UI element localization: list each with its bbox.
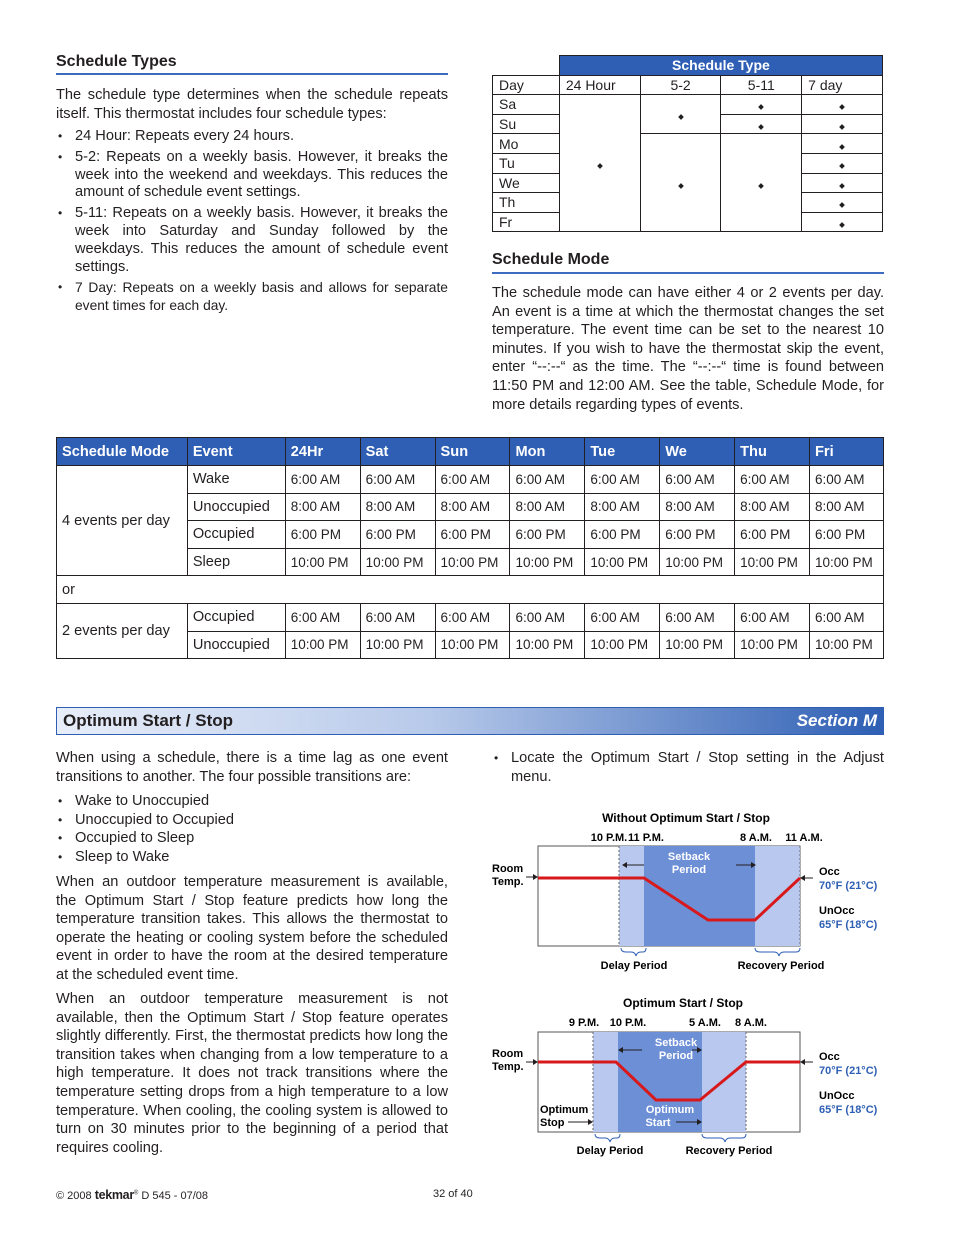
schedule-mode-table: [56, 437, 884, 659]
time-cell: 10:00 PM: [735, 631, 810, 659]
diagram-title: Without Optimum Start / Stop: [602, 811, 770, 825]
table-header: Thu: [735, 438, 810, 466]
time-cell: 6:00 PM: [435, 521, 510, 549]
optimum-start-label: Optimum: [645, 1104, 695, 1116]
event-cell: Unoccupied: [187, 493, 285, 521]
locate-list: [492, 749, 884, 789]
table-header: Sun: [435, 438, 510, 466]
table-header: 24 Hour: [559, 75, 640, 95]
time-cell: 8:00 AM: [585, 493, 660, 521]
time-cell: 6:00 AM: [660, 603, 735, 631]
recovery-brace: [702, 1134, 746, 1142]
optimum-stop-label: Stop: [540, 1117, 565, 1129]
time-cell: 10:00 PM: [735, 548, 810, 576]
time-cell: 10:00 PM: [435, 631, 510, 659]
table-header: 5-11: [721, 75, 802, 95]
diamond-bullet-icon: [839, 163, 845, 169]
time-label: 8 A.M.: [735, 1017, 767, 1029]
diamond-bullet-icon: [597, 163, 603, 169]
diamond-bullet-icon: [678, 183, 684, 189]
time-cell: 8:00 AM: [660, 493, 735, 521]
time-cell: 6:00 AM: [810, 466, 884, 494]
time-cell: 8:00 AM: [360, 493, 435, 521]
time-cell: 6:00 AM: [585, 466, 660, 494]
time-cell: 6:00 PM: [360, 521, 435, 549]
transitions-list: [56, 792, 448, 866]
list-item: • Unoccupied to Occupied: [56, 811, 448, 830]
recovery-label: Recovery Period: [737, 960, 825, 972]
event-cell: Unoccupied: [187, 631, 285, 659]
schedule-type-title: Schedule Type: [559, 56, 882, 76]
diamond-bullet-icon: [839, 183, 845, 189]
time-cell: 6:00 PM: [585, 521, 660, 549]
list-item: • Locate the Optimum Start / Stop setting in the Adjust menu.: [492, 749, 884, 786]
event-cell: Wake: [187, 466, 285, 494]
time-cell: 10:00 PM: [360, 548, 435, 576]
table-header: We: [660, 438, 735, 466]
diagram-without-optimum: [486, 806, 896, 976]
list-item: • Occupied to Sleep: [56, 829, 448, 848]
table-row: [57, 603, 884, 631]
schedule-types-list: [56, 128, 448, 318]
table-header: 24Hr: [285, 438, 360, 466]
diamond-bullet-icon: [839, 203, 845, 209]
setback-label: Setback: [667, 851, 711, 863]
time-cell: 6:00 PM: [660, 521, 735, 549]
time-cell: 6:00 AM: [285, 466, 360, 494]
time-label: 9 P.M.: [568, 1017, 600, 1029]
time-cell: 10:00 PM: [510, 631, 585, 659]
time-cell: 6:00 AM: [810, 603, 884, 631]
optimum-para-2: When an outdoor temperature measurement is available, the Optimum Start / Stop feature predicts how long the temperature transition takes. This allows the thermostat to operate the heating or cooling system before the scheduled event in order to have the room at the desired temperature at the scheduled event time.: [56, 874, 448, 983]
brand-logo: tekmar: [94, 1188, 134, 1202]
schedule-type-table: [492, 55, 883, 232]
time-cell: 6:00 AM: [585, 603, 660, 631]
time-cell: 8:00 AM: [810, 493, 884, 521]
event-cell: Sleep: [187, 548, 285, 576]
optimum-stop-label: Optimum: [540, 1104, 589, 1116]
time-cell: 6:00 PM: [285, 521, 360, 549]
time-cell: 6:00 AM: [660, 466, 735, 494]
time-cell: 8:00 AM: [435, 493, 510, 521]
or-separator: or: [57, 576, 884, 604]
day-cell: Sa: [493, 95, 560, 115]
time-cell: 10:00 PM: [510, 548, 585, 576]
delay-brace: [621, 948, 646, 956]
day-cell: Mo: [493, 134, 560, 154]
time-cell: 6:00 AM: [435, 603, 510, 631]
heading-rule: [56, 73, 448, 75]
schedule-types-heading: Schedule Types: [56, 53, 177, 70]
event-cell: Occupied: [187, 603, 285, 631]
table-header: Mon: [510, 438, 585, 466]
arrow-right-icon: [533, 874, 538, 880]
time-label: 5 A.M.: [689, 1017, 721, 1029]
time-cell: 10:00 PM: [585, 548, 660, 576]
recovery-region: [755, 846, 800, 946]
time-label: 11 A.M.: [785, 832, 823, 844]
time-cell: 10:00 PM: [285, 631, 360, 659]
room-label: Temp.: [492, 876, 524, 888]
time-cell: 6:00 AM: [510, 603, 585, 631]
table-header: Sat: [360, 438, 435, 466]
time-cell: 6:00 AM: [360, 466, 435, 494]
registered-icon: ®: [133, 1190, 139, 1197]
list-item: • 7 Day: Repeats on a weekly basis and allows for separate event times for each day.: [56, 279, 448, 315]
day-cell: Th: [493, 193, 560, 213]
time-cell: 10:00 PM: [810, 631, 884, 659]
mode-label: 4 events per day: [57, 466, 188, 576]
arrow-right-icon: [588, 1119, 593, 1125]
time-label: 10 P.M.: [609, 1017, 647, 1029]
time-cell: 6:00 AM: [285, 603, 360, 631]
occ-label: Occ: [819, 866, 840, 878]
room-label: Room: [492, 863, 524, 875]
unocc-temp: 65°F (18°C): [819, 919, 878, 931]
diamond-bullet-icon: [839, 124, 845, 130]
diagram-title: Optimum Start / Stop: [623, 996, 743, 1010]
list-item: • Sleep to Wake: [56, 848, 448, 867]
table-row: [57, 466, 884, 494]
delay-brace: [595, 1134, 620, 1142]
section-label: Section M: [796, 711, 877, 730]
unocc-label: UnOcc: [819, 905, 855, 917]
time-cell: 6:00 PM: [510, 521, 585, 549]
page-number: 32 of 40: [433, 1188, 473, 1200]
optimum-intro: When using a schedule, there is a time lag as one event transitions to another. The four possible transitions are:: [56, 750, 448, 785]
diagram-with-optimum: [486, 992, 896, 1162]
time-label: 10 P.M.: [590, 832, 628, 844]
diamond-bullet-icon: [839, 144, 845, 150]
list-item: • 5-2: Repeats on a weekly basis. However, it breaks the week into the weekend and weekdays. This reduces the amount of schedule event settings.: [56, 149, 448, 202]
table-header: Day: [493, 75, 560, 95]
setback-label: Period: [671, 864, 707, 876]
diamond-bullet-icon: [758, 183, 764, 189]
time-cell: 6:00 AM: [735, 466, 810, 494]
copyright-text: © 2008: [56, 1190, 92, 1202]
day-cell: Fr: [493, 212, 560, 232]
time-cell: 10:00 PM: [585, 631, 660, 659]
table-header: Event: [187, 438, 285, 466]
document-code: D 545 - 07/08: [141, 1190, 209, 1202]
schedule-mode-text: The schedule mode can have either 4 or 2 events per day. An event is a time at which the thermostat changes the set temperature. The event time can be set to the nearest 10 minutes. If you wish to have the thermostat skip the event, enter “--:--“ as the time. The “--:--“ time is found between 11:50 PM and 12:00 AM. See the table, Schedule Mode, for more details regarding types of events.: [492, 285, 884, 413]
diamond-bullet-icon: [758, 105, 764, 111]
time-cell: 6:00 AM: [510, 466, 585, 494]
section-banner: [56, 707, 884, 735]
list-item: • 5-11: Repeats on a weekly basis. However, it breaks the week into Saturday and Sunday followed by the weekdays. This reduces the amount of schedule event settings.: [56, 205, 448, 276]
time-cell: 6:00 AM: [360, 603, 435, 631]
occ-temp: 70°F (21°C): [819, 880, 878, 892]
time-cell: 6:00 AM: [435, 466, 510, 494]
time-cell: 10:00 PM: [435, 548, 510, 576]
table-header: 5-2: [640, 75, 721, 95]
time-cell: 10:00 PM: [810, 548, 884, 576]
day-cell: We: [493, 173, 560, 193]
mode-label: 2 events per day: [57, 603, 188, 658]
optimum-para-3: When an outdoor temperature measurement is not available, then the Optimum Start / Stop feature operates slightly differently. First, the thermostat predicts how long the transition takes when changing from a low temperature to a high temperature. It does not track transitions where the temperature setting drops from a high temperature to a low temperature. When cooling, the cooling system is allowed to turn on 30 minutes prior to the beginning of a period that requires cooling.: [56, 991, 448, 1156]
optimum-start-label: Start: [645, 1117, 671, 1129]
arrow-left-icon: [800, 1059, 805, 1065]
table-header: Schedule Mode: [57, 438, 188, 466]
arrow-left-icon: [800, 875, 805, 881]
list-item: • 24 Hour: Repeats every 24 hours.: [56, 128, 448, 146]
section-title: Optimum Start / Stop: [63, 711, 233, 730]
arrow-right-icon: [533, 1059, 538, 1065]
setback-label: Setback: [654, 1037, 698, 1049]
recovery-brace: [755, 948, 800, 956]
day-cell: Tu: [493, 153, 560, 173]
occ-temp: 70°F (21°C): [819, 1065, 878, 1077]
event-cell: Occupied: [187, 521, 285, 549]
table-header: Fri: [810, 438, 884, 466]
diamond-bullet-icon: [839, 222, 845, 228]
time-cell: 10:00 PM: [285, 548, 360, 576]
time-label: 11 P.M.: [628, 832, 664, 844]
unocc-temp: 65°F (18°C): [819, 1104, 878, 1116]
time-cell: 6:00 PM: [735, 521, 810, 549]
room-label: Temp.: [492, 1061, 524, 1073]
delay-label: Delay Period: [600, 960, 668, 972]
table-header-row: [57, 438, 884, 466]
time-cell: 10:00 PM: [660, 548, 735, 576]
delay-label: Delay Period: [576, 1145, 644, 1157]
time-cell: 6:00 AM: [735, 603, 810, 631]
diamond-bullet-icon: [758, 124, 764, 130]
table-header: 7 day: [802, 75, 883, 95]
heading-rule: [492, 272, 884, 274]
schedule-types-intro: The schedule type determines when the schedule repeats itself. This thermostat includes four schedule types:: [56, 87, 448, 122]
schedule-mode-heading: Schedule Mode: [492, 251, 610, 268]
recovery-label: Recovery Period: [685, 1145, 773, 1157]
footer-left: [56, 1188, 208, 1202]
day-cell: Su: [493, 114, 560, 134]
occ-label: Occ: [819, 1051, 840, 1063]
room-label: Room: [492, 1048, 524, 1060]
time-cell: 6:00 PM: [810, 521, 884, 549]
table-header: Tue: [585, 438, 660, 466]
time-label: 8 A.M.: [740, 832, 772, 844]
diamond-bullet-icon: [839, 105, 845, 111]
time-cell: 8:00 AM: [735, 493, 810, 521]
time-cell: 10:00 PM: [360, 631, 435, 659]
time-cell: 8:00 AM: [510, 493, 585, 521]
diamond-bullet-icon: [678, 114, 684, 120]
setback-label: Period: [658, 1050, 694, 1062]
unocc-label: UnOcc: [819, 1090, 855, 1102]
time-cell: 10:00 PM: [660, 631, 735, 659]
list-item: • Wake to Unoccupied: [56, 792, 448, 811]
time-cell: 8:00 AM: [285, 493, 360, 521]
